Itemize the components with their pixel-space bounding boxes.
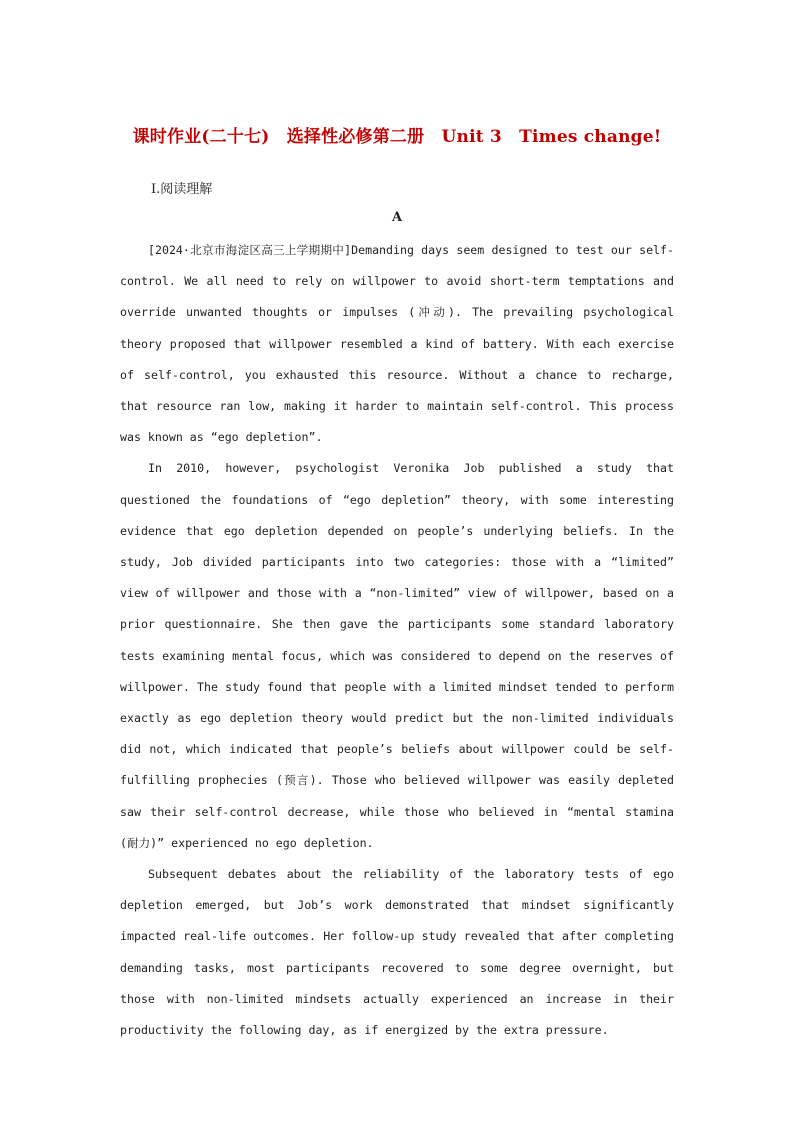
page-title: 课时作业(二十七) 选择性必修第二册 Unit 3 Times change! (132, 127, 662, 147)
section-heading: Ⅰ.阅读理解 (151, 182, 213, 197)
passage-body (120, 235, 674, 1046)
paragraph-1: [2024·北京市海淀区高三上学期期中]Demanding days seem designed to test our self-control. We all need to rely on willpower to avoid short-term temptations and override unwanted thoughts or impulses (冲动). The prevailing psychological theory proposed that willpower resembled a kind of battery. With each exercise of self-control, you exhausted this resource. Without a chance to recharge, that resource ran low, making it harder to maintain self-control. This process was known as “ego depletion”. (120, 243, 674, 445)
paragraph-3: Subsequent debates about the reliability of the laboratory tests of ego depletion emerged, but Job’s work demonstrated that mindset significantly impacted real-life outcomes. Her follow-up study revealed that after completing demanding tasks, most participants recovered to some degree overnight, but those with non-limited mindsets actually experienced an increase in their productivity the following day, as if energized by the extra pressure. (120, 867, 674, 1038)
paragraph-2: In 2010, however, psychologist Veronika Job published a study that questioned the foundations of “ego depletion” theory, with some interesting evidence that ego depletion depended on people’s underlying beliefs. In the study, Job divided participants into two categories: those with a “limited” view of willpower and those with a “non-limited” view of willpower, based on a prior questionnaire. She then gave the participants some standard laboratory tests examining mental focus, which was considered to depend on the reserves of willpower. The study found that people with a limited mindset tended to perform exactly as ego depletion theory would predict but the non-limited individuals did not, which indicated that people’s beliefs about willpower could be self-fulfilling prophecies (预言). Those who believed willpower was easily depleted saw their self-control decrease, while those who believed in “mental stamina (耐力)” experienced no ego depletion. (120, 461, 674, 850)
passage-label: A (391, 210, 403, 225)
